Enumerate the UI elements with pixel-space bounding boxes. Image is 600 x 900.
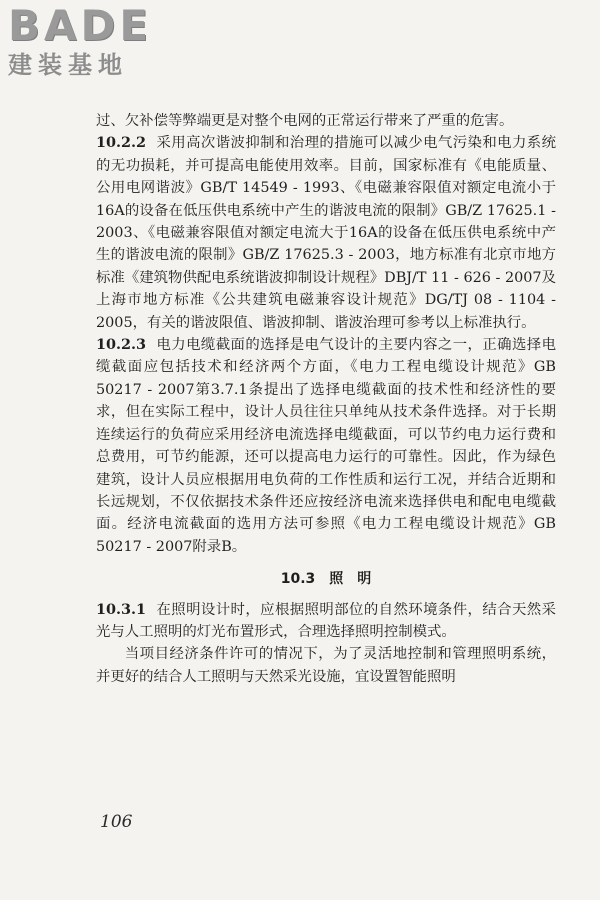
paragraph-continued: 过、欠补偿等弊端更是对整个电网的正常运行带来了严重的危害。 [96, 113, 514, 129]
logo-subtitle: 建装基地 [8, 51, 128, 79]
clause-number: 10.2.2 [96, 134, 147, 152]
section-title-char-2: 明 [357, 571, 372, 588]
publisher-logo [8, 1, 178, 80]
clause-number: 10.3.1 [96, 600, 147, 618]
clause-number: 10.2.3 [96, 336, 147, 354]
clause-10-2-3 [96, 334, 556, 558]
logo-wordmark: BADE [8, 1, 153, 50]
paragraph: 当项目经济条件许可的情况下，为了灵活地控制和管理照明系统，并更好的结合人工照明与天然采光设施，宜设置智能照明 [96, 646, 556, 685]
section-title-char-1: 照 [329, 571, 344, 588]
clause-text: 采用高次谐波抑制和治理的措施可以减少电气污染和电力系统的无功损耗，并可提高电能使用效率。目前，国家标准有《电能质量、公用电网谐波》GB/T 14549 - 1993、《电磁兼容限值对额定电流小于16A的设备在低压供电系统中产生的谐波电流的限制》GB/Z 17625.1 - 2003、《电磁兼容限值对额定电流大于16A的设备在低压供电系统中产生的谐波电流的限制》GB/Z 17625.3 - 2003，地方标准有北京市地方标准《建筑物供配电系统谐波抑制设计规程》DBJ/T 11 - 626 - 2007及上海市地方标准《公共建筑电磁兼容设计规范》DG/TJ 08 - 1104 - 2005，有关的谐波限值、谐波抑制、谐波治理可参考以上标准执行。 [96, 135, 556, 331]
section-heading [96, 568, 556, 590]
clause-10-2-2 [96, 132, 556, 334]
clause-text: 在照明设计时，应根据照明部位的自然环境条件，结合天然采光与人工照明的灯光布置形式，合理选择照明控制模式。 [96, 601, 556, 640]
section-number: 10.3 [280, 571, 316, 588]
clause-text: 电力电缆截面的选择是电气设计的主要内容之一，正确选择电缆截面应包括技术和经济两个方面，《电力工程电缆设计规范》GB 50217 - 2007第3.7.1条提出了选择电缆截面的技术性和经济性的要求，但在实际工程中，设计人员往往只单纯从技术条件选择。对于长期连续运行的负荷应采用经济电流选择电缆截面，可以节约电力运行费和总费用，可节约能源，还可以提高电力运行的可靠性。因此，作为绿色建筑，设计人员应根据用电负荷的工作性质和运行工况，并结合近期和长远规划，不仅依据技术条件还应按经济电流来选择供电和配电电缆截面。经济电流截面的选用方法可参照《电力工程电缆设计规范》GB 50217 - 2007附录B。 [96, 337, 556, 555]
clause-10-3-1 [96, 599, 556, 644]
page-body [96, 110, 556, 688]
page-number: 106 [100, 812, 133, 832]
